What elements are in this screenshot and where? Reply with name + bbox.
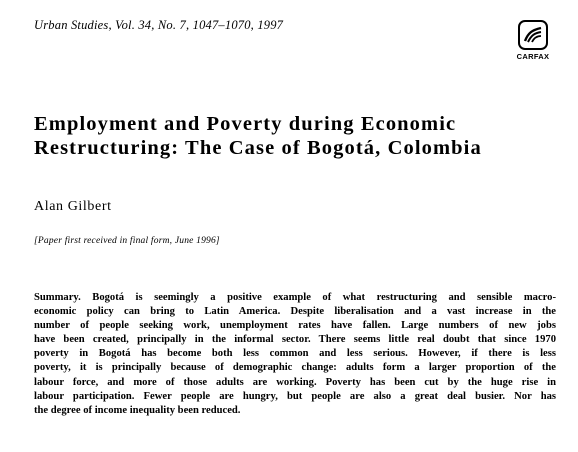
summary-line: poverty, it is principally because of demographic change: adults form a larger proportion of the — [34, 362, 556, 374]
publisher-logo-mark-icon — [518, 20, 548, 50]
summary-abstract — [34, 291, 556, 418]
title-line: Restructuring: The Case of Bogotá, Colombia — [34, 137, 482, 159]
publisher-logo — [514, 20, 552, 64]
title-line: Employment and Poverty during Economic — [34, 113, 457, 135]
publisher-logo-name: CARFAX — [516, 52, 550, 61]
summary-line: labour participation. Fewer people are hungry, but people are also a great deal busier. Nor has — [34, 390, 556, 402]
summary-line: poverty in Bogotá has become both less common and less serious. However, if there is less — [34, 348, 556, 360]
received-note: [Paper first received in final form, June 1996] — [34, 236, 220, 246]
summary-line: number of people seeking work, unemployment rates have fallen. Large numbers of new jobs — [34, 320, 556, 332]
journal-reference: Urban Studies, Vol. 34, No. 7, 1047–1070, 1997 — [34, 18, 284, 32]
summary-line: Summary. Bogotá is seemingly a positive example of what restructuring and sensible macro- — [34, 292, 556, 303]
author-name: Alan Gilbert — [34, 199, 112, 214]
summary-line: have been created, principally in the informal sector. There seems little real doubt that since 1970 — [34, 334, 556, 346]
summary-line: economic policy can bring to Latin America. Despite liberalisation and a vast increase in the — [34, 306, 556, 318]
article-title — [34, 112, 554, 160]
summary-line: the degree of income inequality been reduced. — [34, 404, 241, 416]
summary-line: labour force, and more of those adults are working. Poverty has been cut by the huge rise in — [34, 376, 556, 388]
